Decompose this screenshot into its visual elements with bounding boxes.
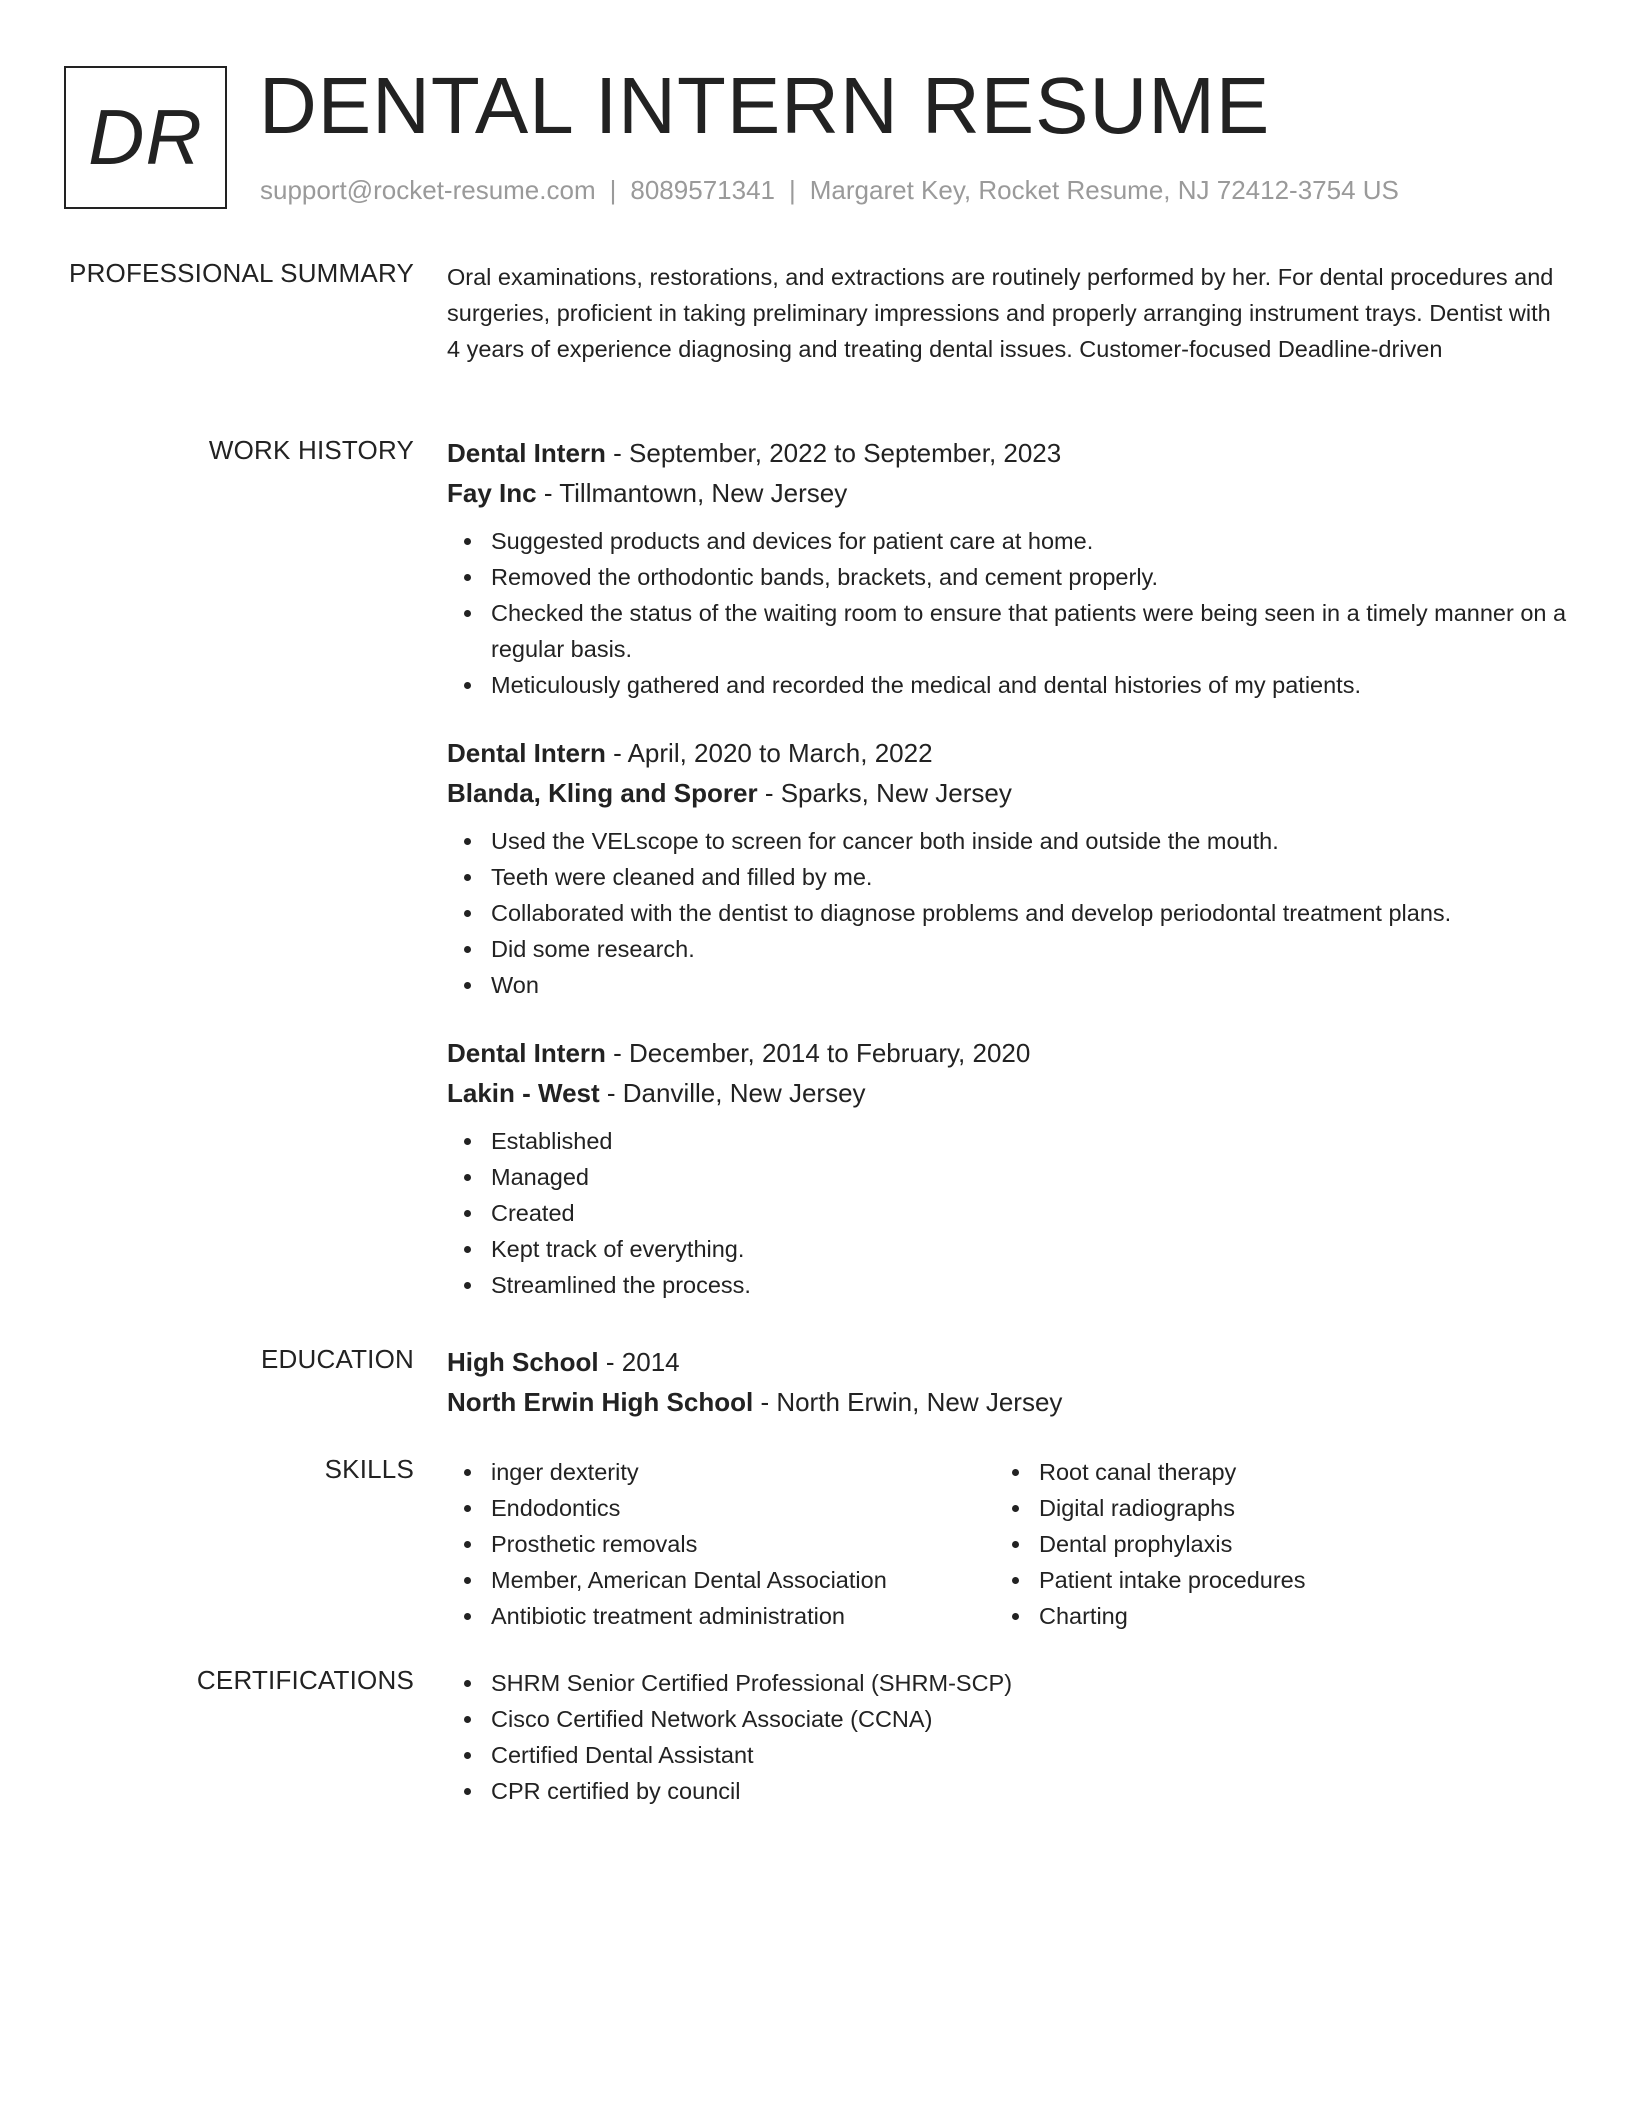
resume-header	[64, 61, 1568, 209]
contact-phone: 8089571341	[630, 175, 775, 205]
skill-item: Antibiotic treatment administration	[447, 1598, 995, 1634]
resume-title: DENTAL INTERN RESUME	[259, 61, 1271, 150]
job-bullet: Did some research.	[447, 931, 1567, 967]
job-location: - Tillmantown, New Jersey	[536, 478, 848, 508]
job-company: Lakin - West	[447, 1078, 600, 1108]
skill-item: Member, American Dental Association	[447, 1562, 995, 1598]
job-bullet: Managed	[447, 1159, 1567, 1195]
job-dates: - April, 2020 to March, 2022	[605, 738, 933, 768]
summary-text: Oral examinations, restorations, and extractions are routinely performed by her. For dental procedures and surgeries, proficient in taking preliminary impressions and properly arranging instrument trays. Dentist with 4 years of experience diagnosing and treating dental issues. Customer-focused Deadline-driven	[447, 264, 1554, 362]
job-bullet: Suggested products and devices for patient care at home.	[447, 523, 1567, 559]
job-bullet: Meticulously gathered and recorded the medical and dental histories of my patients.	[447, 667, 1567, 703]
education-label: EDUCATION	[261, 1344, 414, 1374]
job-list	[447, 433, 1567, 1333]
job-bullet-list	[447, 523, 1567, 703]
job-company-line	[447, 1073, 1567, 1113]
summary-label: PROFESSIONAL SUMMARY	[69, 258, 414, 288]
contact-address: Margaret Key, Rocket Resume, NJ 72412-3754 US	[809, 175, 1399, 205]
certifications-list	[447, 1665, 1567, 1809]
job-title-line	[447, 733, 1567, 773]
contact-separator: |	[789, 175, 796, 205]
job-bullet: Won	[447, 967, 1567, 1003]
job-entry	[447, 1033, 1567, 1303]
contact-line	[260, 175, 1399, 206]
skills-list-left	[447, 1454, 995, 1634]
certification-item: CPR certified by council	[447, 1773, 1567, 1809]
job-bullet: Removed the orthodontic bands, brackets, and cement properly.	[447, 559, 1567, 595]
job-bullet: Kept track of everything.	[447, 1231, 1567, 1267]
job-bullet: Collaborated with the dentist to diagnose problems and develop periodontal treatment plans.	[447, 895, 1567, 931]
job-title-line	[447, 433, 1567, 473]
skill-item: Digital radiographs	[995, 1490, 1543, 1526]
education-school: North Erwin High School	[447, 1387, 754, 1417]
skill-item: Prosthetic removals	[447, 1526, 995, 1562]
job-bullet: Created	[447, 1195, 1567, 1231]
work-history-label: WORK HISTORY	[208, 435, 414, 465]
education-school-line	[447, 1382, 1567, 1422]
job-title-line	[447, 1033, 1567, 1073]
skill-item: inger dexterity	[447, 1454, 995, 1490]
job-title: Dental Intern	[447, 438, 606, 468]
education-year: - 2014	[598, 1347, 680, 1377]
job-bullet-list	[447, 1123, 1567, 1303]
skill-item: Endodontics	[447, 1490, 995, 1526]
education-location: - North Erwin, New Jersey	[753, 1387, 1063, 1417]
job-entry	[447, 733, 1567, 1003]
job-dates: - September, 2022 to September, 2023	[605, 438, 1062, 468]
job-dates: - December, 2014 to February, 2020	[605, 1038, 1031, 1068]
certifications-label: CERTIFICATIONS	[196, 1665, 414, 1695]
job-bullet: Used the VELscope to screen for cancer both inside and outside the mouth.	[447, 823, 1567, 859]
job-entry	[447, 433, 1567, 703]
monogram-box	[64, 66, 227, 209]
skills-label: SKILLS	[324, 1454, 414, 1484]
job-title: Dental Intern	[447, 1038, 606, 1068]
certification-item: Certified Dental Assistant	[447, 1737, 1567, 1773]
job-location: - Danville, New Jersey	[599, 1078, 866, 1108]
job-company: Blanda, Kling and Sporer	[447, 778, 758, 808]
education-degree-line	[447, 1342, 1567, 1382]
contact-separator: |	[609, 175, 617, 205]
certification-item: Cisco Certified Network Associate (CCNA)	[447, 1701, 1567, 1737]
job-company: Fay Inc	[447, 478, 537, 508]
skill-item: Charting	[995, 1598, 1543, 1634]
skill-item: Dental prophylaxis	[995, 1526, 1543, 1562]
job-location: - Sparks, New Jersey	[757, 778, 1012, 808]
skill-item: Patient intake procedures	[995, 1562, 1543, 1598]
job-company-line	[447, 773, 1567, 813]
job-company-line	[447, 473, 1567, 513]
skills-list-right	[995, 1454, 1543, 1634]
job-bullet: Established	[447, 1123, 1567, 1159]
skill-item: Root canal therapy	[995, 1454, 1543, 1490]
contact-email: support@rocket-resume.com	[260, 175, 596, 205]
job-bullet: Teeth were cleaned and filled by me.	[447, 859, 1567, 895]
job-bullet-list	[447, 823, 1567, 1003]
job-title: Dental Intern	[447, 738, 606, 768]
job-bullet: Checked the status of the waiting room to ensure that patients were being seen in a timely manner on a regular basis.	[447, 595, 1567, 667]
monogram-initials: DR	[88, 93, 203, 181]
certification-item: SHRM Senior Certified Professional (SHRM-SCP)	[447, 1665, 1567, 1701]
job-bullet: Streamlined the process.	[447, 1267, 1567, 1303]
education-degree: High School	[447, 1347, 599, 1377]
